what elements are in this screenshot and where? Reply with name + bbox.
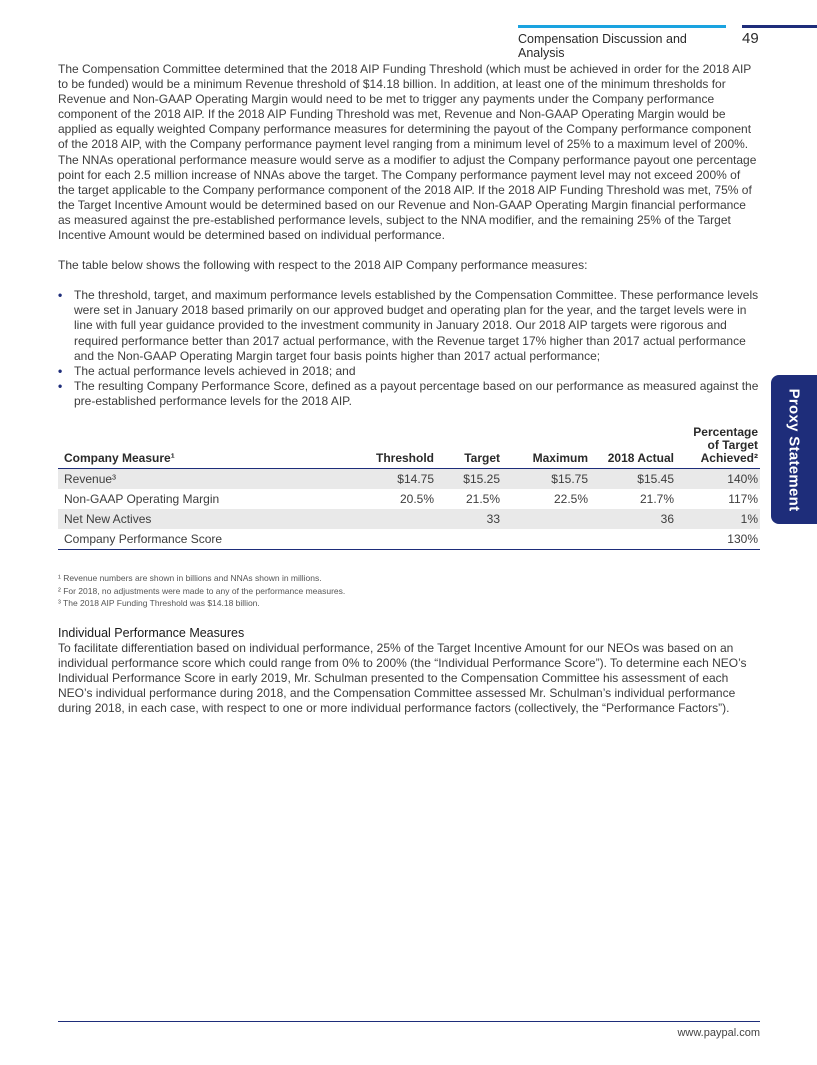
cell-threshold: 20.5% [399, 492, 434, 506]
performance-table [58, 426, 760, 550]
col-header-measure: Company Measure¹ [64, 451, 175, 465]
cell-threshold: $14.75 [397, 472, 434, 486]
cell-measure: Revenue³ [64, 472, 117, 486]
col-header-threshold: Threshold [375, 451, 434, 465]
cell-target: 33 [486, 512, 500, 526]
proxy-statement-tab[interactable] [771, 375, 817, 524]
side-tab-label: Proxy Statement [785, 388, 803, 511]
bullet-item: • The resulting Company Performance Score, defined as a payout percentage based on our performance as measured against the pre-established performance levels for the 2018 AIP. [58, 379, 760, 409]
footnote: ² For 2018, no adjustments were made to any of the performance measures. [58, 585, 346, 596]
cell-actual: 36 [660, 512, 674, 526]
footer-url[interactable]: www.paypal.com [677, 1027, 760, 1039]
cell-target [442, 529, 504, 550]
table-row [58, 469, 760, 490]
cell-actual: $15.45 [637, 472, 674, 486]
individual-performance-section [58, 626, 760, 716]
cell-maximum [504, 529, 592, 550]
cell-measure: Net New Actives [64, 512, 152, 526]
cell-target: 21.5% [465, 492, 500, 506]
body-text [58, 62, 760, 409]
cell-pct: 130% [727, 532, 758, 546]
bullet-list [58, 288, 760, 409]
header-accent-bar [518, 25, 726, 28]
cell-maximum: 22.5% [553, 492, 588, 506]
cell-maximum: $15.75 [551, 472, 588, 486]
pct-header-line: Achieved² [700, 451, 758, 465]
footer-rule [58, 1021, 760, 1022]
cell-threshold [352, 529, 442, 550]
cell-actual [592, 529, 680, 550]
section-paragraph: To facilitate differentiation based on individual performance, 25% of the Target Incentive Amount for our NEOs was based on an individual performance score which could range from 0% to 200% (the “Individual Performance Score”). To determine each NEO’s Individual Performance Score in early 2019, Mr. Schulman presented to the Compensation Committee his assessment of each NEO’s individual performance during 2018, and the Compensation Committee assessed Mr. Schulman’s individual performance during 2018, in each case, with respect to one or more individual performance factors (collectively, the “Performance Factors”). [58, 641, 747, 716]
cell-target: $15.25 [463, 472, 500, 486]
footnotes [58, 572, 345, 610]
bullet-item: • The actual performance levels achieved in 2018; and [58, 364, 760, 379]
paragraph-table-intro: The table below shows the following with respect to the 2018 AIP Company performance measures: [58, 258, 588, 273]
section-heading: Individual Performance Measures [58, 626, 245, 640]
cell-pct: 1% [740, 512, 758, 526]
footnote: ¹ Revenue numbers are shown in billions and NNAs shown in millions. [58, 573, 322, 583]
cell-pct: 140% [727, 472, 758, 486]
table-header-row [58, 426, 760, 469]
section-title: Compensation Discussion and Analysis [518, 32, 687, 60]
col-header-target: Target [464, 451, 500, 465]
table-row [58, 489, 760, 509]
cell-measure: Non-GAAP Operating Margin [64, 492, 220, 506]
cell-measure: Company Performance Score [64, 532, 223, 546]
cell-threshold [352, 509, 442, 529]
col-header-actual: 2018 Actual [607, 451, 674, 465]
header-page-bar [742, 25, 817, 28]
bullet-item: • The threshold, target, and maximum performance levels established by the Compensation Committee. These performance levels were set in January 2018 based primarily on our approved budget and operating plan for the year, and the target levels were in line with full year guidance provided to the investment community in January 2018. Our 2018 AIP targets were rigorous and required performance better than 2017 actual performance, with the Revenue target 17% higher than 2017 actual performance and the Non-GAAP Operating Margin target four basis points higher than 2017 actual performance; [58, 288, 760, 363]
cell-pct: 117% [728, 492, 758, 506]
cell-maximum [504, 509, 592, 529]
pct-header-line: Percentage [693, 425, 758, 439]
table-row-total [58, 529, 760, 550]
pct-header-line: of Target [707, 438, 758, 452]
col-header-maximum: Maximum [532, 451, 588, 465]
footnote: ³ The 2018 AIP Funding Threshold was $14.18 billion. [58, 598, 260, 609]
page-number: 49 [742, 30, 759, 47]
col-header-pct-achieved [680, 426, 760, 469]
paragraph-funding-threshold: The Compensation Committee determined that the 2018 AIP Funding Threshold (which must be achieved in order for the 2018 AIP to be funded) would be a minimum Revenue threshold of $14.18 billion. In addition, at least one of the minimum thresholds for Revenue and Non-GAAP Operating Margin would need to be met to trigger any payments under the Company performance component of the 2018 AIP. If the 2018 AIP Funding Threshold was met, Revenue and Non-GAAP Operating Margin would be applied as equally weighted Company performance measures for determining the payout of the Company performance component of the 2018 AIP, with the Company performance payment level ranging from a minimum level of 25% to a maximum level of 200%. The NNAs operational performance measure would serve as a modifier to adjust the Company performance payout one percentage point for each 2.5 million increase of NNAs above the target. The Company performance payment level may not exceed 200% of the target applicable to the Company performance component of the 2018 AIP. If the 2018 AIP Funding Threshold was met, 75% of the Target Incentive Amount would be determined based on our Revenue and Non-GAAP Operating Margin financial performance as measured against the pre-established performance levels, subject to the NNA modifier, and the remaining 25% of the Target Incentive Amount would be determined based on individual performance. [58, 62, 757, 243]
table-row [58, 509, 760, 529]
cell-actual: 21.7% [639, 492, 674, 506]
